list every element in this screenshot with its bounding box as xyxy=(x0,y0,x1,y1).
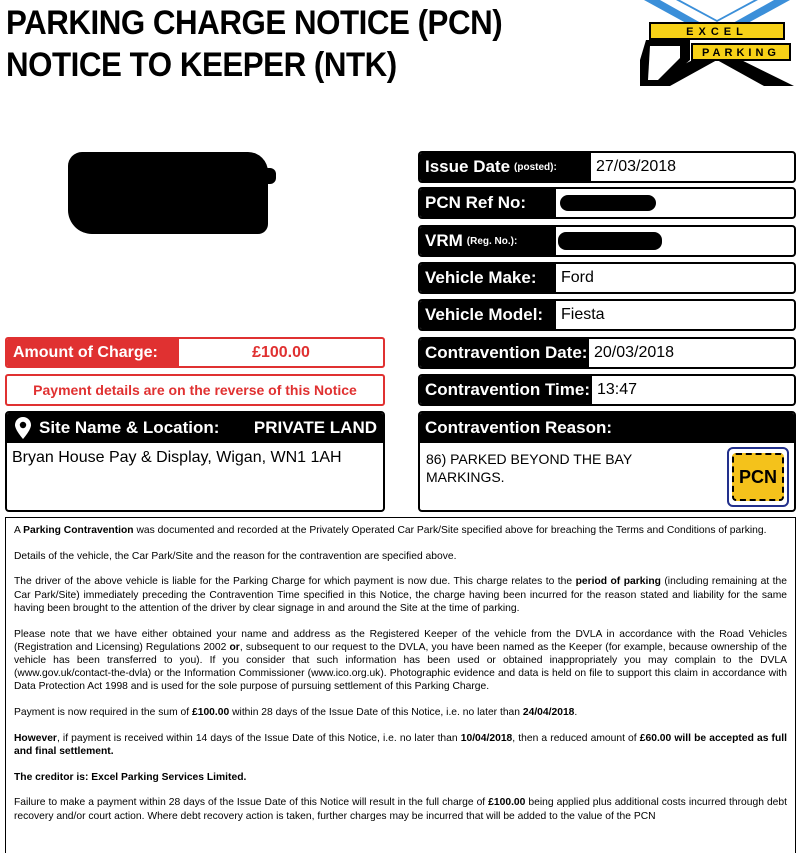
body-paragraph-5: Payment is now required in the sum of £100.00 within 28 days of the Issue Date of this Notice, i.e. no later than 24/04/2018. xyxy=(14,707,578,719)
contravention-time-label: Contravention Time: xyxy=(420,376,592,404)
notice-title-line2: NOTICE TO KEEPER (NTK) xyxy=(6,46,397,84)
vehicle-make-row xyxy=(418,262,796,294)
reason-text: 86) PARKED BEYOND THE BAY MARKINGS. xyxy=(426,451,632,485)
amount-of-charge xyxy=(5,337,385,368)
site-location: Bryan House Pay & Display, Wigan, WN1 1AH xyxy=(12,449,342,466)
notice-title-line1: PARKING CHARGE NOTICE (PCN) xyxy=(6,4,503,42)
vrm-label: VRM (Reg. No.): xyxy=(420,227,556,255)
location-pin-icon xyxy=(7,417,39,439)
vehicle-make-value: Ford xyxy=(561,269,594,286)
body-paragraph-3: The driver of the above vehicle is liable for the Parking Charge for which payment is now due. This charge relates to the period of parking (including remaining at the Car Park/Site) immediately preceding the Contravention Time specified in this Notice, the charge having been incurred for the reason stated and liability for the same having been brought to the attention of the driver by clear signage in and around the Site at the time of parking. xyxy=(14,576,787,614)
reason-label: Contravention Reason: xyxy=(420,413,794,443)
pcn-badge-text: PCN xyxy=(732,453,784,501)
vehicle-model-value: Fiesta xyxy=(561,306,605,323)
body-paragraph-2: Details of the vehicle, the Car Park/Site and the reason for the contravention are specified above. xyxy=(14,550,457,562)
contravention-time-row xyxy=(418,374,796,406)
amount-label: Amount of Charge: xyxy=(7,339,179,366)
issue-date-row xyxy=(418,151,796,183)
vehicle-model-label: Vehicle Model: xyxy=(420,301,556,329)
redacted-address-tail xyxy=(250,168,276,184)
vehicle-make-label: Vehicle Make: xyxy=(420,264,556,292)
body-paragraph-1: A Parking Contravention was documented and recorded at the Privately Operated Car Park/Site specified above for breaching the Terms and Conditions of parking. xyxy=(14,525,767,536)
body-paragraph-7: The creditor is: Excel Parking Services Limited. xyxy=(14,771,247,783)
contravention-reason-box xyxy=(418,411,796,512)
body-paragraph-4: Please note that we have either obtained your name and address as the Registered Keeper of the vehicle from the DVLA in accordance with the Road Vehicles (Registration and Licensing) Regulations 2002 or, subsequent to our request to the DVLA, you have been named as the Keeper (for example, because ownership of the vehicle has been transferred to you). If you consider that such information has been used or obtained inappropriately you may complain to the DVLA (www.gov.uk/contact-the-dvla) or the Information Commissioner (www.ico.org.uk). Photographic evidence and data is held on file to support this claim in accordance with Data Protection Act 1998 and is used for the sole purpose of pursuing settlement of this Parking Charge. xyxy=(14,628,787,693)
logo-word-excel: EXCEL xyxy=(686,26,748,38)
redacted-vrm xyxy=(558,232,662,250)
issue-date-label: Issue Date (posted): xyxy=(420,153,591,181)
logo-word-parking: PARKING xyxy=(702,47,780,59)
contravention-date-row xyxy=(418,337,796,369)
pcn-badge-icon xyxy=(727,447,789,507)
payment-details-note: Payment details are on the reverse of this Notice xyxy=(5,374,385,406)
vehicle-model-row xyxy=(418,299,796,331)
pcn-ref-label: PCN Ref No: xyxy=(420,189,556,217)
notice-body xyxy=(5,517,796,853)
redacted-pcn-ref xyxy=(560,195,656,211)
pcn-ref-row xyxy=(418,187,796,219)
vrm-value xyxy=(556,227,794,255)
site-label: Site Name & Location: xyxy=(39,418,220,437)
body-paragraph-8: Failure to make a payment within 28 days of the Issue Date of this Notice will result in the full charge of £100.00 being applied plus additional costs incurred through debt recovery and/or court action. Where debt recovery action is taken, further charges may be incurred that will be added to the value of the PCN xyxy=(14,797,787,822)
pcn-ref-value xyxy=(556,189,794,217)
vrm-row xyxy=(418,225,796,257)
redacted-address xyxy=(68,152,268,234)
contravention-date-label: Contravention Date: xyxy=(420,339,589,367)
contravention-date-value: 20/03/2018 xyxy=(594,344,675,361)
issue-date-value: 27/03/2018 xyxy=(596,158,677,175)
excel-parking-logo xyxy=(640,0,794,86)
contravention-time-value: 13:47 xyxy=(597,381,638,398)
excel-parking-logo-graphic xyxy=(640,0,794,86)
body-paragraph-6: However, if payment is received within 14 days of the Issue Date of this Notice, i.e. no later than 10/04/2018, then a reduced amount of £60.00 will be accepted as full and final settlement. xyxy=(14,732,787,757)
amount-value: £100.00 xyxy=(252,343,310,361)
site-header xyxy=(7,413,383,443)
site-type: PRIVATE LAND xyxy=(253,418,377,437)
site-location-box xyxy=(5,411,385,512)
